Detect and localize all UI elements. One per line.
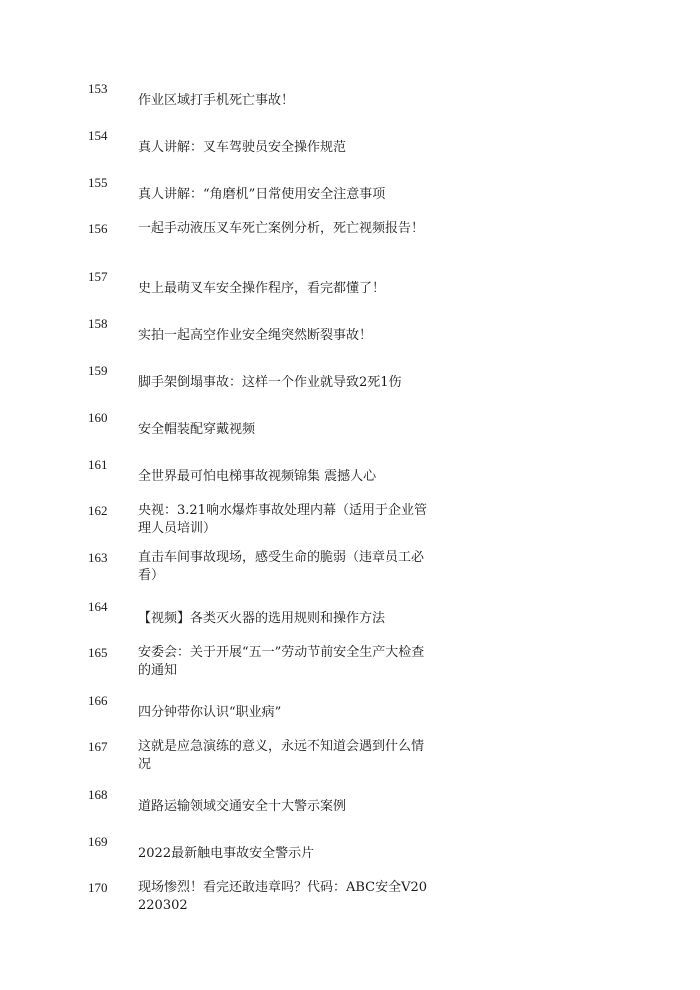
item-title: 四分钟带你认识“职业病” [138,705,282,720]
item-number: 158 [88,316,108,331]
item-number: 159 [88,363,108,378]
item-title: 直击车间事故现场，感受生命的脆弱（违章员工必看） [138,550,425,583]
item-title: 【视频】各类灭火器的选用规则和操作方法 [138,611,386,626]
item-number: 169 [88,834,108,849]
item-title: 作业区域打手机死亡事故！ [138,93,295,108]
item-number: 157 [88,269,108,284]
item-title: 史上最萌叉车安全操作程序，看完都懂了！ [138,281,386,296]
item-number: 165 [88,645,108,660]
item-title: 全世界最可怕电梯事故视频锦集 震撼人心 [138,469,377,484]
item-number: 161 [88,457,108,472]
item-number: 167 [88,739,108,754]
item-title: 央视：3.21响水爆炸事故处理内幕（适用于企业管理人员培训） [138,503,427,536]
item-title: 一起手动液压叉车死亡案例分析，死亡视频报告！ [138,221,425,236]
item-number: 162 [88,503,108,518]
item-title: 安委会：关于开展“五一”劳动节前安全生产大检查的通知 [138,645,425,678]
item-title: 安全帽装配穿戴视频 [138,422,256,437]
item-title: 现场惨烈！看完还敢违章吗？代码：ABC安全V20220302 [138,880,428,913]
item-number: 166 [88,693,108,708]
item-number: 164 [88,599,108,614]
item-title: 道路运输领域交通安全十大警示案例 [138,799,347,814]
item-number: 160 [88,410,108,425]
item-title: 脚手架倒塌事故：这样一个作业就导致2死1伤 [138,375,402,390]
item-number: 163 [88,550,108,565]
item-title: 2022最新触电事故安全警示片 [138,846,315,861]
item-number: 153 [88,81,108,96]
item-number: 170 [88,880,108,895]
item-number: 154 [88,128,108,143]
item-number: 155 [88,175,108,190]
item-title: 真人讲解：叉车驾驶员安全操作规范 [138,140,347,155]
item-title: 真人讲解：“角磨机”日常使用安全注意事项 [138,187,386,202]
item-number: 168 [88,787,108,802]
item-number: 156 [88,221,108,236]
item-title: 实拍一起高空作业安全绳突然断裂事故！ [138,328,373,343]
item-title: 这就是应急演练的意义，永远不知道会遇到什么情况 [138,739,425,772]
